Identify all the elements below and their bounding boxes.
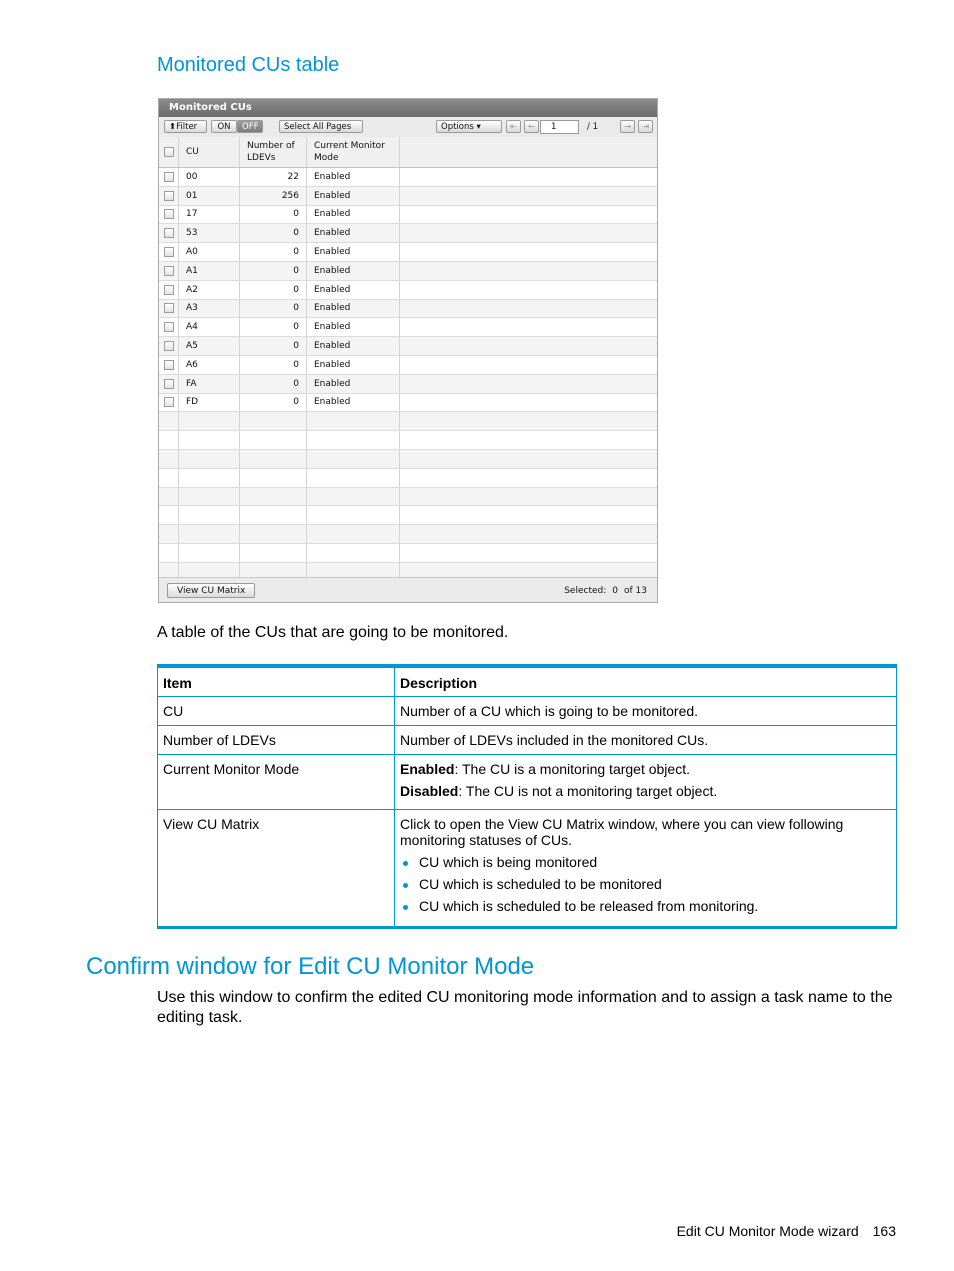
cu-cell: 17: [179, 206, 240, 224]
table-row[interactable]: [159, 224, 657, 243]
panel-toolbar: [159, 117, 657, 138]
ldevs-cell: 0: [240, 337, 307, 355]
ldevs-cell: 0: [240, 243, 307, 261]
cu-cell: 00: [179, 168, 240, 186]
cu-cell: A2: [179, 281, 240, 299]
description-cell: Number of LDEVs included in the monitored CUs.: [395, 726, 897, 755]
table-row[interactable]: [159, 356, 657, 375]
filter-off-toggle[interactable]: OFF: [237, 120, 263, 133]
row-checkbox[interactable]: [164, 266, 174, 276]
row-checkbox[interactable]: [164, 322, 174, 332]
ldevs-cell: 0: [240, 262, 307, 280]
ldevs-cell: 0: [240, 300, 307, 318]
options-dropdown[interactable]: Options ▾: [436, 120, 502, 133]
ldevs-cell: 0: [240, 206, 307, 224]
filter-on-toggle[interactable]: ON: [211, 120, 237, 133]
enabled-description: : The CU is a monitoring target object.: [454, 761, 690, 777]
empty-row: [159, 431, 657, 450]
empty-row: [159, 525, 657, 544]
section-paragraph: Use this window to confirm the edited CU monitoring mode information and to assign a task name to the editing task.: [157, 989, 893, 1026]
row-checkbox[interactable]: [164, 228, 174, 238]
item-cell: View CU Matrix: [158, 810, 395, 928]
row-checkbox[interactable]: [164, 379, 174, 389]
cu-cell: A0: [179, 243, 240, 261]
grid-header-row: [159, 137, 657, 168]
filter-button[interactable]: ⬆Filter: [164, 120, 207, 133]
subsection-heading: Monitored CUs table: [157, 54, 340, 76]
mode-cell: Enabled: [307, 356, 400, 374]
mode-cell: Enabled: [307, 168, 400, 186]
row-checkbox[interactable]: [164, 360, 174, 370]
term-enabled: Enabled: [400, 761, 455, 777]
empty-row: [159, 469, 657, 488]
ldevs-cell: 256: [240, 187, 307, 205]
empty-row: [159, 488, 657, 507]
disabled-description: : The CU is not a monitoring target object.: [458, 783, 718, 799]
cu-cell: A4: [179, 318, 240, 336]
table-row[interactable]: [159, 318, 657, 337]
empty-row: [159, 506, 657, 525]
description-cell: [395, 810, 897, 928]
select-all-pages-button[interactable]: Select All Pages: [279, 120, 363, 133]
mode-cell: Enabled: [307, 281, 400, 299]
list-item: CU which is scheduled to be monitored: [400, 876, 891, 892]
mode-cell: Enabled: [307, 206, 400, 224]
row-checkbox[interactable]: [164, 397, 174, 407]
empty-row: [159, 544, 657, 563]
cu-cell: FA: [179, 375, 240, 393]
item-cell: Number of LDEVs: [158, 726, 395, 755]
selected-count: 0: [612, 586, 618, 596]
cu-cell: 01: [179, 187, 240, 205]
table-row[interactable]: [159, 187, 657, 206]
table-row[interactable]: [159, 206, 657, 225]
cu-cell: 53: [179, 224, 240, 242]
column-header-ldevs[interactable]: Number of LDEVs: [240, 137, 307, 167]
panel-title: Monitored CUs: [159, 99, 657, 117]
table-row: [158, 810, 897, 928]
mode-cell: Enabled: [307, 337, 400, 355]
footer-title: Edit CU Monitor Mode wizard: [676, 1223, 859, 1239]
table-row[interactable]: [159, 262, 657, 281]
mode-cell: Enabled: [307, 262, 400, 280]
mode-cell: Enabled: [307, 375, 400, 393]
table-row[interactable]: [159, 375, 657, 394]
description-cell: Number of a CU which is going to be monitored.: [395, 697, 897, 726]
mode-cell: Enabled: [307, 394, 400, 412]
cu-cell: A6: [179, 356, 240, 374]
mode-cell: Enabled: [307, 243, 400, 261]
first-page-icon[interactable]: ⇤: [506, 120, 521, 133]
ldevs-cell: 22: [240, 168, 307, 186]
cu-cell: A5: [179, 337, 240, 355]
selection-status: [558, 586, 647, 596]
cu-cell: FD: [179, 394, 240, 412]
cu-cell: A1: [179, 262, 240, 280]
row-checkbox[interactable]: [164, 191, 174, 201]
select-all-checkbox[interactable]: [164, 147, 174, 157]
status-list: [400, 854, 891, 914]
section-heading: Confirm window for Edit CU Monitor Mode: [86, 953, 535, 980]
prev-page-icon[interactable]: ←: [524, 120, 539, 133]
empty-row: [159, 450, 657, 469]
column-header-cu[interactable]: CU: [179, 137, 240, 167]
item-cell: Current Monitor Mode: [158, 755, 395, 810]
table-row[interactable]: [159, 168, 657, 187]
row-checkbox[interactable]: [164, 303, 174, 313]
table-row: [158, 755, 897, 810]
mode-cell: Enabled: [307, 224, 400, 242]
table-row[interactable]: [159, 337, 657, 356]
list-item: CU which is being monitored: [400, 854, 891, 870]
table-header-row: [158, 666, 897, 697]
table-row[interactable]: [159, 243, 657, 262]
mode-cell: Enabled: [307, 187, 400, 205]
next-page-icon[interactable]: →: [620, 120, 635, 133]
panel-footer: [159, 577, 657, 602]
cu-cell: A3: [179, 300, 240, 318]
selected-label: Selected:: [564, 586, 607, 596]
row-checkbox[interactable]: [164, 341, 174, 351]
mode-cell: Enabled: [307, 300, 400, 318]
ldevs-cell: 0: [240, 356, 307, 374]
page-total: / 1: [587, 122, 598, 132]
item-cell: CU: [158, 697, 395, 726]
empty-row: [159, 412, 657, 431]
matrix-description: Click to open the View CU Matrix window, where you can view following monitoring statuses of CUs.: [400, 816, 844, 848]
ldevs-cell: 0: [240, 318, 307, 336]
table-row[interactable]: [159, 281, 657, 300]
ldevs-cell: 0: [240, 375, 307, 393]
row-checkbox[interactable]: [164, 285, 174, 295]
row-checkbox[interactable]: [164, 209, 174, 219]
table-row: [158, 697, 897, 726]
row-checkbox[interactable]: [164, 247, 174, 257]
list-item: CU which is scheduled to be released from monitoring.: [400, 898, 891, 914]
description-table: [157, 664, 897, 929]
header-description: Description: [395, 666, 897, 697]
monitored-cus-screenshot: [158, 98, 658, 603]
column-header-mode[interactable]: Current Monitor Mode: [307, 137, 400, 167]
page-number: 163: [872, 1223, 896, 1239]
row-checkbox[interactable]: [164, 172, 174, 182]
header-item: Item: [158, 666, 395, 697]
page-number-input[interactable]: 1: [540, 120, 579, 134]
page-footer: [677, 1223, 896, 1239]
term-disabled: Disabled: [400, 783, 459, 799]
ldevs-cell: 0: [240, 224, 307, 242]
ldevs-cell: 0: [240, 281, 307, 299]
mode-cell: Enabled: [307, 318, 400, 336]
view-cu-matrix-button[interactable]: View CU Matrix: [167, 583, 255, 598]
table-row[interactable]: [159, 394, 657, 413]
cu-grid: [159, 137, 657, 582]
ldevs-cell: 0: [240, 394, 307, 412]
last-page-icon[interactable]: ⇥: [638, 120, 653, 133]
table-row: [158, 726, 897, 755]
figure-caption: A table of the CUs that are going to be monitored.: [157, 624, 509, 641]
table-row[interactable]: [159, 300, 657, 319]
total-count: of 13: [624, 586, 647, 596]
description-cell: [395, 755, 897, 810]
